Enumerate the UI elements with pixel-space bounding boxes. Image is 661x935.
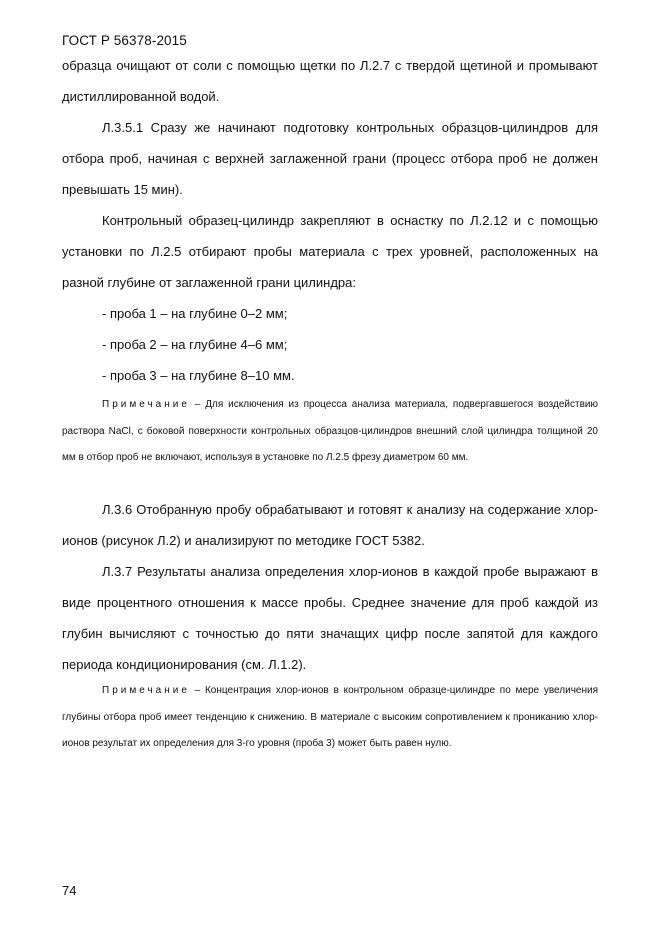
page-number: 74 [62, 883, 77, 898]
list-item: - проба 3 – на глубине 8–10 мм. [102, 368, 295, 383]
paragraph-l36 [62, 494, 598, 556]
note-text: – Концентрация хлор-ионов в контрольном образце-цилиндре по мере увеличения глубины отбора проб имеет тенденцию к снижению. В материале с высоким сопротивлением к прониканию хлор-ионов результат их определения для 3-го уровня (проба 3) может быть равен нулю. [62, 685, 598, 749]
paragraph-l37 [62, 556, 598, 680]
document-code: ГОСТ Р 56378-2015 [62, 33, 187, 48]
note-paragraph [62, 678, 598, 758]
note-label: Примечание [102, 685, 190, 696]
paragraph-text: Л.3.7 Результаты анализа определения хлор-ионов в каждой пробе выражают в виде процентного отношения к массе пробы. Среднее значение для проб каждой из глубин вычисляют с точностью до пяти значащих цифр после запятой для каждого периода кондиционирования (см. Л.1.2). [62, 564, 598, 672]
sample-depth-list [62, 298, 598, 391]
note-block-1 [62, 392, 598, 472]
paragraph-l351 [62, 112, 598, 205]
list-item: - проба 1 – на глубине 0–2 мм; [102, 306, 288, 321]
paragraph-sampling [62, 205, 598, 298]
paragraph-continuation [62, 50, 598, 112]
list-item: - проба 2 – на глубине 4–6 мм; [102, 337, 288, 352]
note-label: Примечание [102, 399, 190, 410]
paragraph-text: Л.3.5.1 Сразу же начинают подготовку контрольных образцов-цилиндров для отбора проб, начиная с верхней заглаженной грани (процесс отбора проб не должен превышать 15 мин). [62, 120, 598, 197]
paragraph-text: Л.3.6 Отобранную пробу обрабатывают и готовят к анализу на содержание хлор-ионов (рисунок Л.2) и анализируют по методике ГОСТ 5382. [62, 502, 598, 548]
paragraph-text: образца очищают от соли с помощью щетки по Л.2.7 с твердой щетиной и промывают дистиллированной водой. [62, 58, 598, 104]
note-paragraph [62, 392, 598, 472]
note-block-2 [62, 678, 598, 758]
note-text: – Для исключения из процесса анализа материала, подвергавшегося воздействию раствора NaCl, с боковой поверхности контрольных образцов-цилиндров внешний слой цилиндра толщиной 20 мм в отбор проб не включают, используя в установке по Л.2.5 фрезу диаметром 60 мм. [62, 399, 598, 463]
paragraph-text: Контрольный образец-цилиндр закрепляют в оснастку по Л.2.12 и с помощью установки по Л.2.5 отбирают пробы материала с трех уровней, расположенных на разной глубине от заглаженной грани цилиндра: [62, 213, 598, 290]
